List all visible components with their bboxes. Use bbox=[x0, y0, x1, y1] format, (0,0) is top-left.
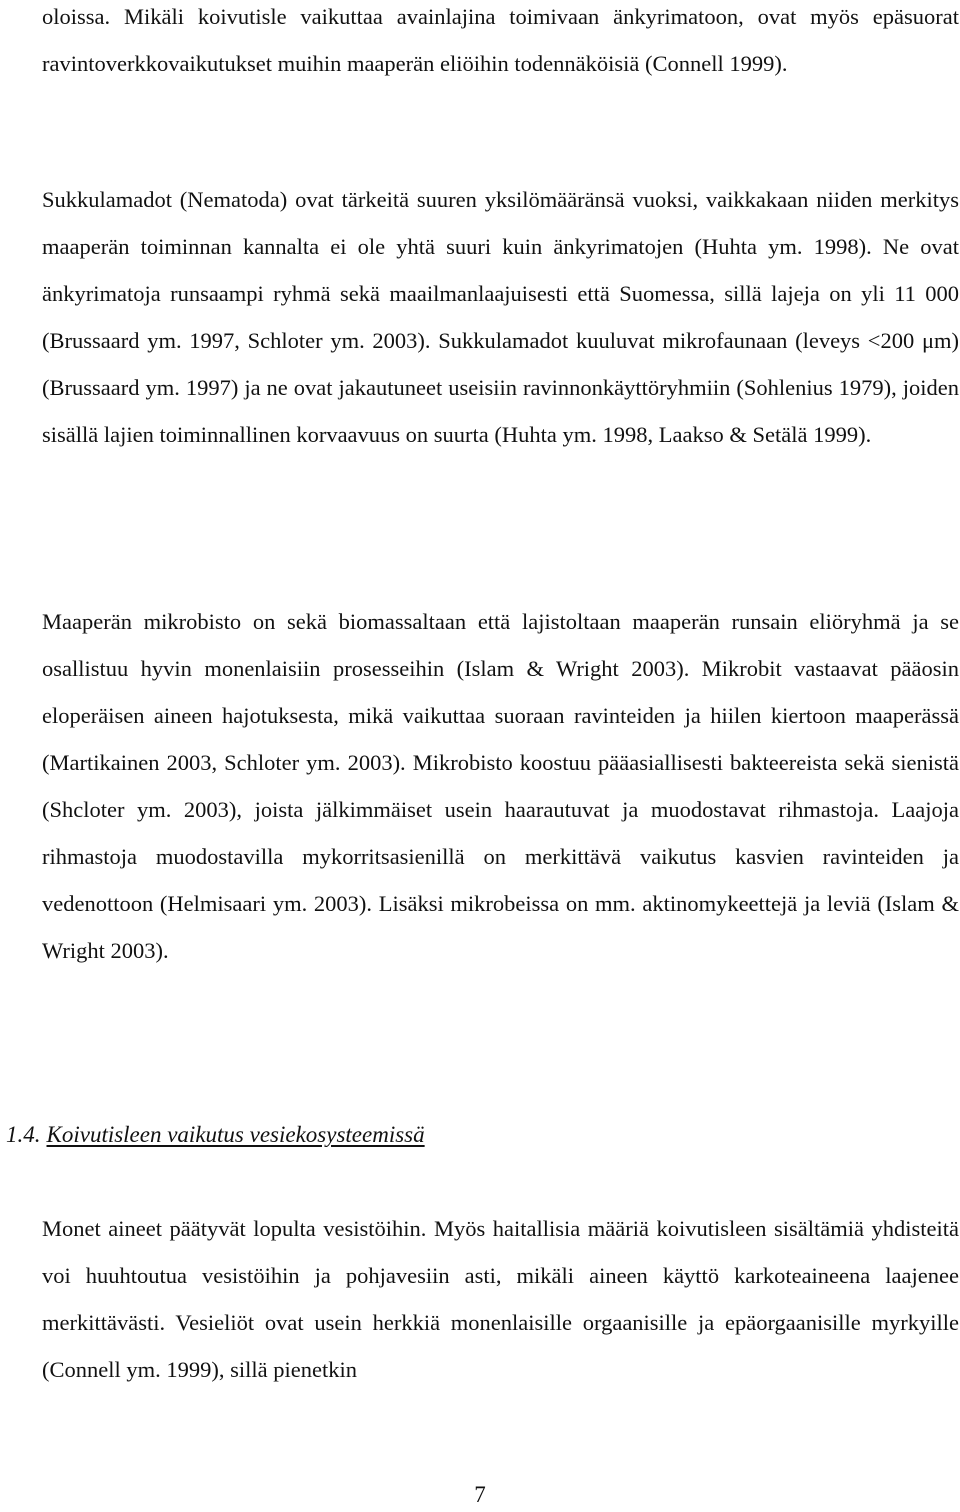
paragraph-microbes bbox=[42, 598, 959, 974]
section-title: Koivutisleen vaikutus vesiekosysteemissä bbox=[46, 1122, 425, 1147]
paragraph-text: Monet aineet päätyvät lopulta vesistöihin. Myös haitallisia määriä koivutisleen sisältämiä yhdisteitä voi huuhtoutua vesistöihin ja pohjavesiin asti, mikäli aineen käyttö karkoteaineena laajenee merkittävästi. Vesieliöt ovat usein herkkiä monenlaisille orgaanisille ja epäorgaanisille myrkyille (Connell ym. 1999), sillä pienetkin bbox=[42, 1216, 959, 1382]
section-heading bbox=[6, 1122, 425, 1148]
paragraph-continuation bbox=[42, 0, 959, 87]
paragraph-text: oloissa. Mikäli koivutisle vaikuttaa avainlajina toimivaan änkyrimatoon, ovat myös epäsuorat ravintoverkkovaikutukset muihin maaperän eliöihin todennäköisiä (Connell 1999). bbox=[42, 4, 959, 76]
page-number: 7 bbox=[474, 1482, 486, 1507]
paragraph-nematodes bbox=[42, 176, 959, 458]
paragraph-water-ecosystems bbox=[42, 1205, 959, 1393]
paragraph-text: Maaperän mikrobisto on sekä biomassaltaan että lajistoltaan maaperän runsain eliöryhmä ja se osallistuu hyvin monenlaisiin prosesseihin (Islam & Wright 2003). Mikrobit vastaavat pääosin eloperäisen aineen hajotuksesta, mikä vaikuttaa suoraan ravinteiden ja hiilen kiertoon maaperässä (Martikainen 2003, Schloter ym. 2003). Mikrobisto koostuu pääasiallisesti bakteereista sekä sienistä (Shcloter ym. 2003), joista jälkimmäiset usein haarautuvat ja muodostavat rihmastoja. Laajoja rihmastoja muodostavilla mykorritsasienillä on merkittävä vaikutus kasvien ravinteiden ja vedenottoon (Helmisaari ym. 2003). Lisäksi mikrobeissa on mm. aktinomykeettejä ja leviä (Islam & Wright 2003). bbox=[42, 609, 959, 963]
paragraph-text: Sukkulamadot (Nematoda) ovat tärkeitä suuren yksilömääränsä vuoksi, vaikkakaan niiden merkitys maaperän toiminnan kannalta ei ole yhtä suuri kuin änkyrimatojen (Huhta ym. 1998). Ne ovat änkyrimatoja runsaampi ryhmä sekä maailmanlaajuisesti että Suomessa, sillä lajeja on yli 11 000 (Brussaard ym. 1997, Schloter ym. 2003). Sukkulamadot kuuluvat mikrofaunaan (leveys <200 μm) (Brussaard ym. 1997) ja ne ovat jakautuneet useisiin ravinnonkäyttöryhmiin (Sohlenius 1979), joiden sisällä lajien toiminnallinen korvaavuus on suurta (Huhta ym. 1998, Laakso & Setälä 1999). bbox=[42, 187, 959, 447]
section-number: 1.4. bbox=[6, 1122, 41, 1147]
